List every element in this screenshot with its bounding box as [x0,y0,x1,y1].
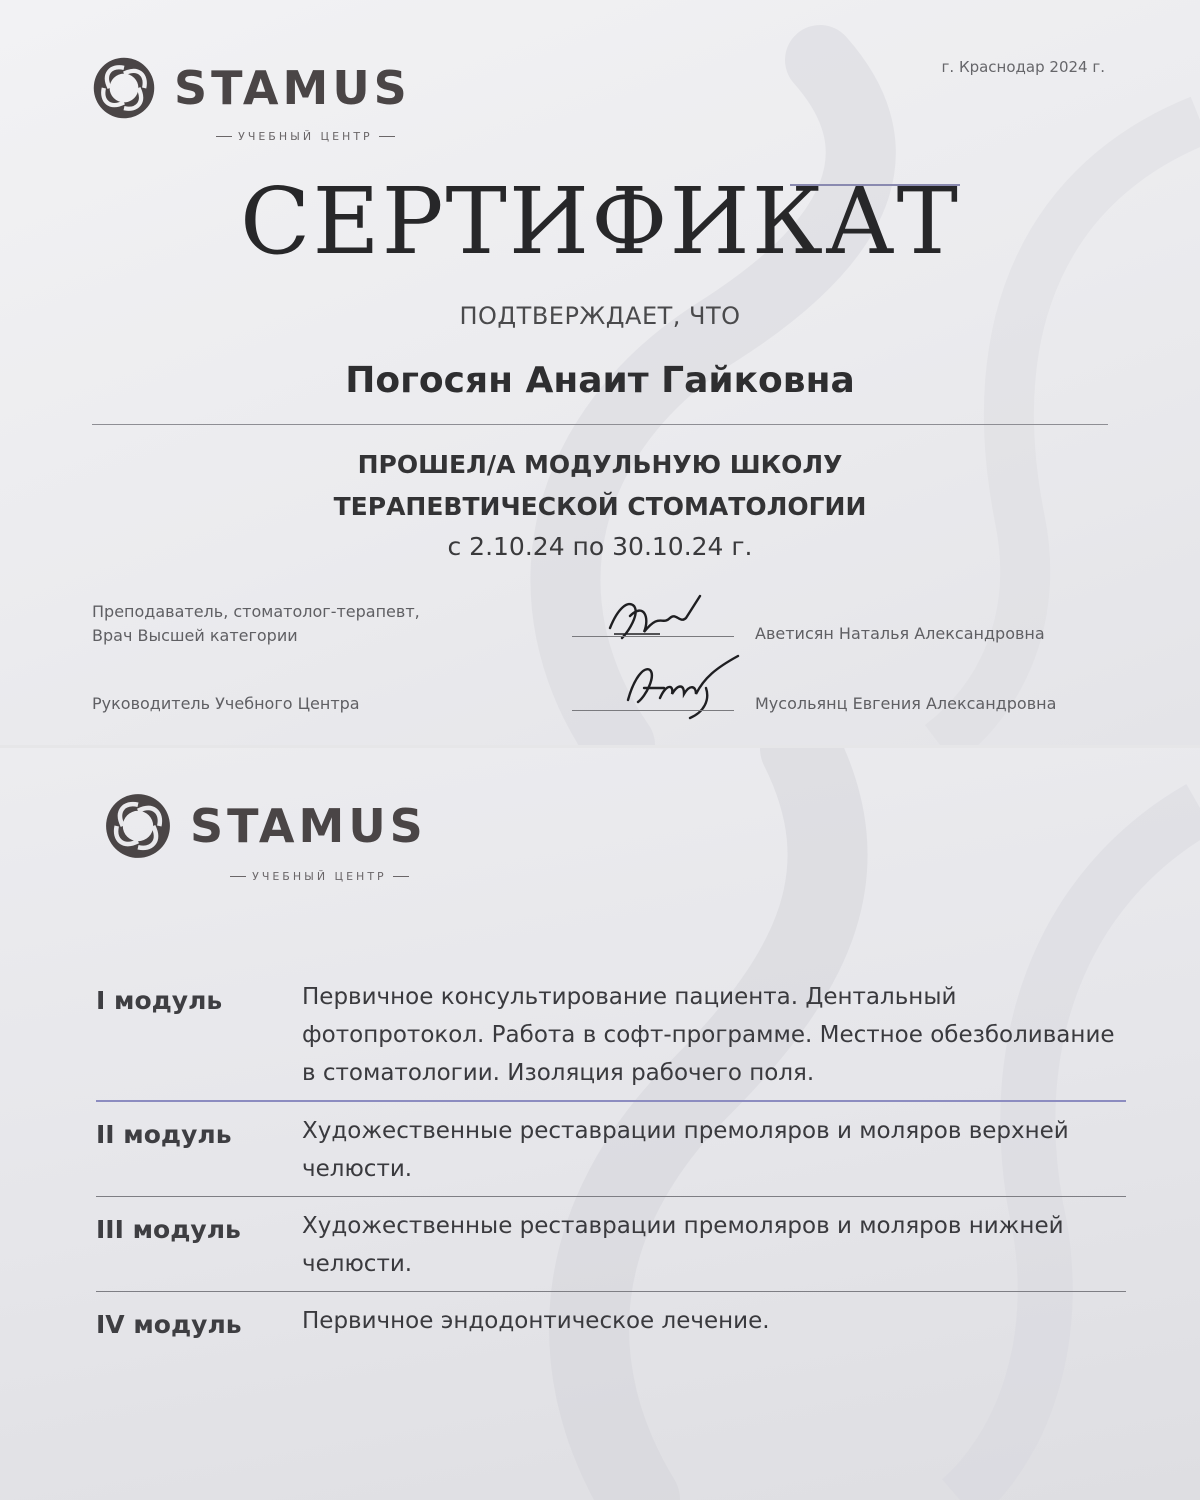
brand-name-back: STAMUS [190,799,427,853]
module-description: Художественные реставрации премоляров и моляров нижней челюсти. [302,1213,1064,1277]
module-row-1 [96,978,1126,1092]
brand-subtitle-row-back [100,870,427,883]
module-divider [96,1291,1126,1292]
stamus-logo [88,52,411,143]
confirms-text: ПОДТВЕРЖДАЕТ, ЧТО [459,302,741,330]
stamus-logo-back [100,788,427,883]
signatory-2-role [92,692,360,716]
signatory-1-role-line-1: Преподаватель, стоматолог-терапевт, [92,602,420,621]
completed-line-2: ТЕРАПЕВТИЧЕСКОЙ СТОМАТОЛОГИИ [333,492,867,521]
brand-subtitle-back: УЧЕБНЫЙ ЦЕНТР [252,870,387,883]
recipient-underline [92,424,1108,425]
module-description: Художественные реставрации премоляров и моляров верхней челюсти. [302,1118,1069,1182]
module-row-4 [96,1302,1126,1340]
completed-course [0,444,1200,528]
brand-subtitle-row [88,130,411,143]
signatory-2-role-line-1: Руководитель Учебного Центра [92,694,360,713]
certificate-front [0,0,1200,745]
stamus-logo-icon [88,52,160,124]
module-description: Первичное эндодонтическое лечение. [302,1308,770,1334]
signatory-1-role [92,600,420,648]
stamus-logo-icon [100,788,176,864]
course-dates: с 2.10.24 по 30.10.24 г. [447,532,753,561]
signatory-1-name: Аветисян Наталья Александровна [755,624,1045,643]
recipient-name: Погосян Анаит Гайковна [345,360,855,401]
city-year: г. Краснодар 2024 г. [941,58,1105,76]
signature-1 [600,588,720,650]
signatory-2-name: Мусольянц Евгения Александровна [755,694,1057,713]
module-divider [96,1100,1126,1102]
completed-line-1: ПРОШЕЛ/А МОДУЛЬНУЮ ШКОЛУ [357,450,843,479]
modules-list [96,978,1126,1340]
brand-subtitle: УЧЕБНЫЙ ЦЕНТР [238,130,373,143]
module-row-2 [96,1112,1126,1188]
module-description: Первичное консультирование пациента. Дентальный фотопротокол. Работа в софт-программе. Местное обезболивание в стоматологии. Изоляция рабочего поля. [302,984,1115,1086]
module-row-3 [96,1207,1126,1283]
signatory-1-role-line-2: Врач Высшей категории [92,626,298,645]
certificate-title: СЕРТИФИКАТ [240,168,960,275]
brand-name: STAMUS [174,61,411,115]
module-label: IV модуль [96,1310,242,1339]
module-label: I модуль [96,986,223,1015]
signature-1-line [572,636,734,637]
module-label: III модуль [96,1215,241,1244]
module-label: II модуль [96,1120,232,1149]
module-divider [96,1196,1126,1197]
signature-2-line [572,710,734,711]
